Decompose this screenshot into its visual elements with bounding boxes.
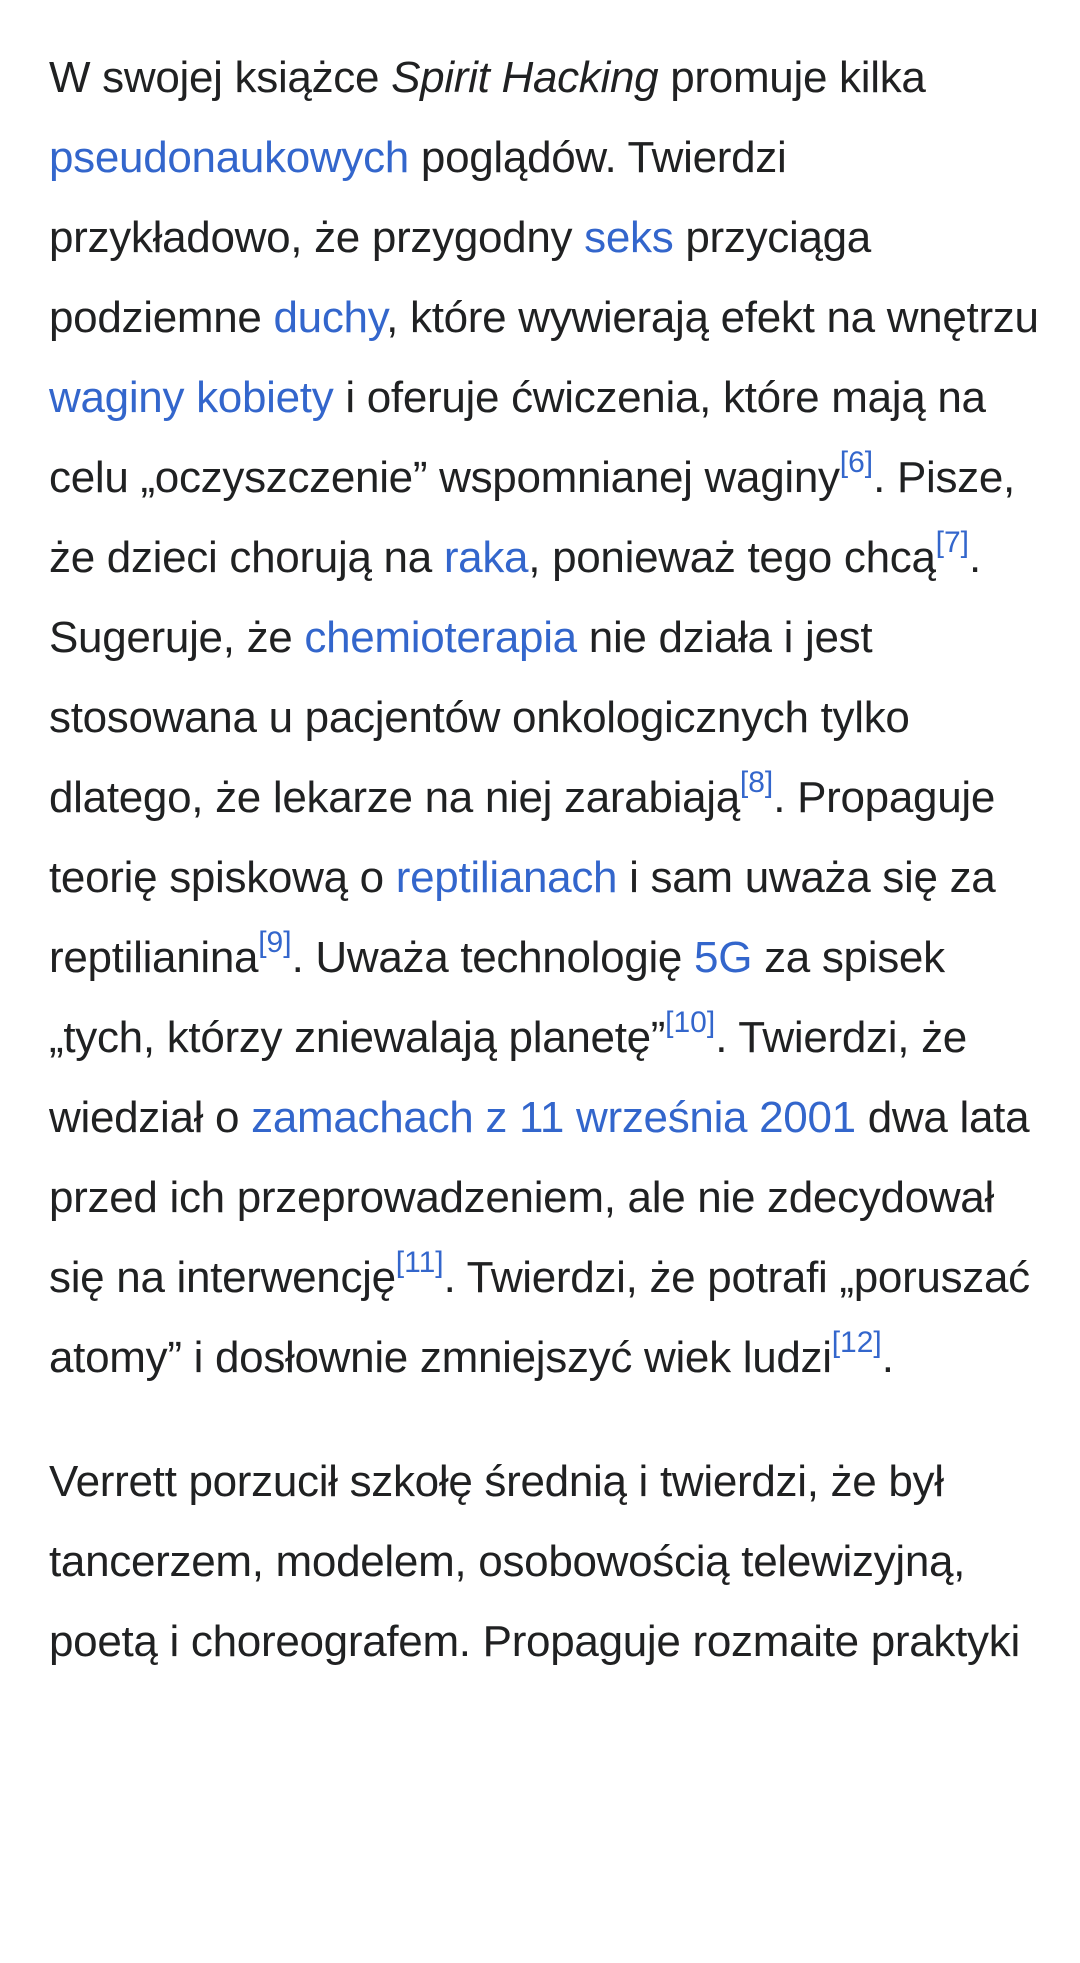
- paragraph-text: W swojej książce: [49, 53, 392, 102]
- paragraph-text: , które wywierają efekt na wnętrzu: [386, 293, 1039, 342]
- book-title: Spirit Hacking: [391, 53, 659, 102]
- link-seks[interactable]: seks: [584, 213, 674, 262]
- paragraph-text: . Pisze, że dzieci chorują na: [49, 453, 1015, 582]
- reference-8: [740, 766, 773, 799]
- reference-7: [936, 526, 969, 559]
- paragraph-text: . Sugeruje, że: [49, 533, 981, 662]
- reference-12: [832, 1326, 882, 1359]
- paragraph-text: przyciąga podziemne: [49, 213, 871, 342]
- paragraph-text: . Uważa technologię: [291, 933, 695, 982]
- article-body: [49, 38, 1049, 1682]
- paragraph-text: , ponieważ tego chcą: [528, 533, 936, 582]
- paragraph-text: za spisek „tych, którzy zniewalają planetę”: [49, 933, 945, 1062]
- reference-11: [396, 1246, 444, 1279]
- reference-10: [665, 1006, 715, 1039]
- paragraph-text: Verrett porzucił szkołę średnią i twierdzi, że był tancerzem, modelem, osobowością telewizyjną, poetą i choreografem. Propaguje rozmaite praktyki: [49, 1457, 1020, 1666]
- link-duchy[interactable]: duchy: [273, 293, 387, 342]
- reference-link-9[interactable]: [9]: [258, 926, 292, 959]
- reference-link-6[interactable]: [6]: [839, 446, 874, 479]
- link-waginy-kobiety[interactable]: waginy kobiety: [49, 373, 334, 422]
- link-zamachy-11-wrzesnia[interactable]: zamachach z 11 września 2001: [251, 1093, 856, 1142]
- paragraph-text: . Twierdzi, że wiedział o: [49, 1013, 967, 1142]
- reference-link-7[interactable]: [7]: [935, 526, 969, 559]
- paragraph-beliefs: [49, 38, 1049, 1398]
- paragraph-biography: [49, 1442, 1049, 1682]
- link-chemioterapia[interactable]: chemioterapia: [304, 613, 577, 662]
- link-5g[interactable]: 5G: [694, 933, 753, 982]
- paragraph-text: dwa lata przed ich przeprowadzeniem, ale nie zdecydował się na interwencję: [49, 1093, 1030, 1302]
- paragraph-text: nie działa i jest stosowana u pacjentów onkologicznych tylko dlatego, że lekarze na niej zarabiają: [49, 613, 910, 822]
- paragraph-text: .: [881, 1333, 894, 1382]
- paragraph-text: i sam uważa się za reptilianina: [49, 853, 996, 982]
- link-reptilianach[interactable]: reptilianach: [395, 853, 618, 902]
- link-pseudonaukowych[interactable]: pseudonaukowych: [49, 133, 409, 182]
- reference-link-10[interactable]: [10]: [665, 1006, 716, 1039]
- reference-link-8[interactable]: [8]: [739, 766, 774, 799]
- paragraph-text: i oferuje ćwiczenia, które mają na celu „oczyszczenie” wspomnianej waginy: [49, 373, 986, 502]
- reference-6: [840, 446, 873, 479]
- reference-link-11[interactable]: [11]: [395, 1246, 444, 1279]
- paragraph-text: poglądów. Twierdzi przykładowo, że przygodny: [49, 133, 787, 262]
- paragraph-text: . Propaguje teorię spiskową o: [49, 773, 996, 902]
- link-raka[interactable]: raka: [443, 533, 529, 582]
- reference-9: [258, 926, 291, 959]
- paragraph-text: promuje kilka: [658, 53, 926, 102]
- paragraph-text: . Twierdzi, że potrafi „poruszać atomy” i dosłownie zmniejszyć wiek ludzi: [49, 1253, 1030, 1382]
- reference-link-12[interactable]: [12]: [831, 1326, 882, 1359]
